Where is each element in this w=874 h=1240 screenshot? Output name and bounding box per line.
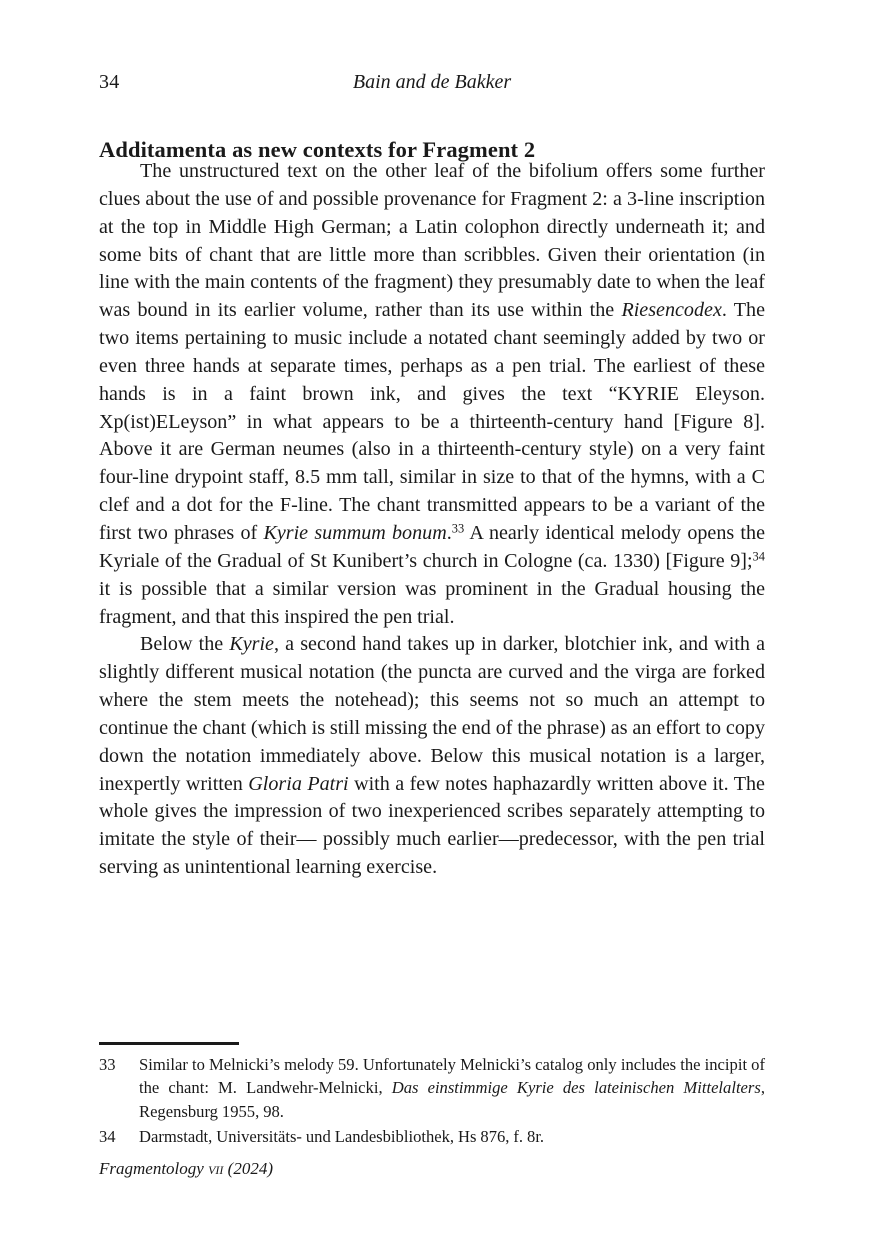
paragraph-1	[99, 158, 765, 631]
running-head	[99, 68, 765, 96]
footnote-ref-33[interactable]: 33	[451, 521, 465, 536]
para1-run5: it is possible that a similar version was prominent in the Gradual housing the fragment, and that this inspired the pen trial.	[99, 577, 765, 628]
footnote-ref-34[interactable]: 34	[752, 549, 765, 564]
footnote-33-number: 33	[99, 1055, 116, 1074]
footnote-34-number: 34	[99, 1127, 116, 1147]
para2-italic-kyrie: Kyrie	[229, 633, 274, 656]
para2-run3: with a few notes haphazardly written above it. The whole gives the impression of two inexperienced scribes separately attempting to imitate the style of their— possibly much earlier—predecessor, with the pen trial serving as unintentional learning exercise.	[99, 772, 765, 879]
section-heading: Additamenta as new contexts for Fragment 2	[99, 136, 536, 162]
body-text	[99, 158, 765, 882]
para1-run1: The unstructured text on the other leaf of the bifolium offers some further clues about the use of and possible provenance for Fragment 2: a 3-line inscription at the top in Middle High German; a Latin colophon directly underneath it; and some bits of chant that are little more than scribbles. Given their orientation (in line with the main contents of the fragment) they presumably date to when the leaf was bound in its earlier volume, rather than its use within the	[99, 160, 765, 322]
footnote-33-run2: , Regensburg 1955, 98.	[139, 1078, 765, 1121]
footnote-33-italic-title: Das einstimmige Kyrie des lateinischen Mittelalters	[391, 1078, 761, 1098]
footnote-separator-rule	[99, 1042, 239, 1045]
footnote-34-run1: Darmstadt, Universitäts- und Landesbibliothek, Hs 876, f. 8r.	[139, 1127, 545, 1147]
para1-italic-kyrie-summum-bonum: Kyrie summum bonum	[263, 521, 447, 544]
footnote-33-run1: Similar to Melnicki’s melody 59. Unfortunately Melnicki’s catalog only includes the incipit of the chant: M. Landwehr-Melnicki,	[139, 1055, 765, 1098]
para1-run2: . The two items pertaining to music include a notated chant seemingly added by two or even three hands at separate times, perhaps as a pen trial. The earliest of these hands is in a faint brown ink, and gives the text “KYRIE Eleyson. Xp(ist)ELeyson” in what appears to be a thirteenth-century hand [Figure 8]. Above it are German neumes (also in a thirteenth-century style) on a very faint four-line drypoint staff, 8.5 mm tall, similar in size to that of the hymns, with a C clef and a dot for the F-line. The chant transmitted appears to be a variant of the first two phrases of	[99, 299, 765, 544]
para1-run3: .	[446, 521, 452, 544]
footer-journal-name: Fragmentology	[99, 1159, 204, 1178]
para2-run1: Below the	[140, 633, 230, 656]
page-footer	[99, 1157, 765, 1181]
para2-run2: , a second hand takes up in darker, blotchier ink, and with a slightly different musical notation (the puncta are curved and the virga are forked where the stem meets the notehead); this seems not so much an attempt to continue the chant (which is still missing the end of the phrase) as an effort to copy down the notation immediately above. Below this musical notation is a larger, inexpertly written	[99, 633, 765, 795]
para1-italic-riesencodex: Riesencodex	[621, 299, 722, 322]
para1-run4: A nearly identical melody opens the Kyriale of the Gradual of St Kunibert’s church in Cologne (ca. 1330) [Figure 9];	[99, 521, 765, 572]
footer-year: (2024)	[227, 1159, 273, 1178]
paragraph-2	[99, 631, 765, 882]
page-number: 34	[99, 71, 120, 93]
running-head-title: Bain and de Bakker	[352, 71, 512, 93]
para2-italic-gloria-patri: Gloria Patri	[248, 772, 349, 795]
footer-volume: vii	[208, 1159, 224, 1178]
footnote-34	[99, 1125, 765, 1148]
footnotes-section	[99, 1053, 765, 1151]
footnote-33	[99, 1053, 765, 1123]
